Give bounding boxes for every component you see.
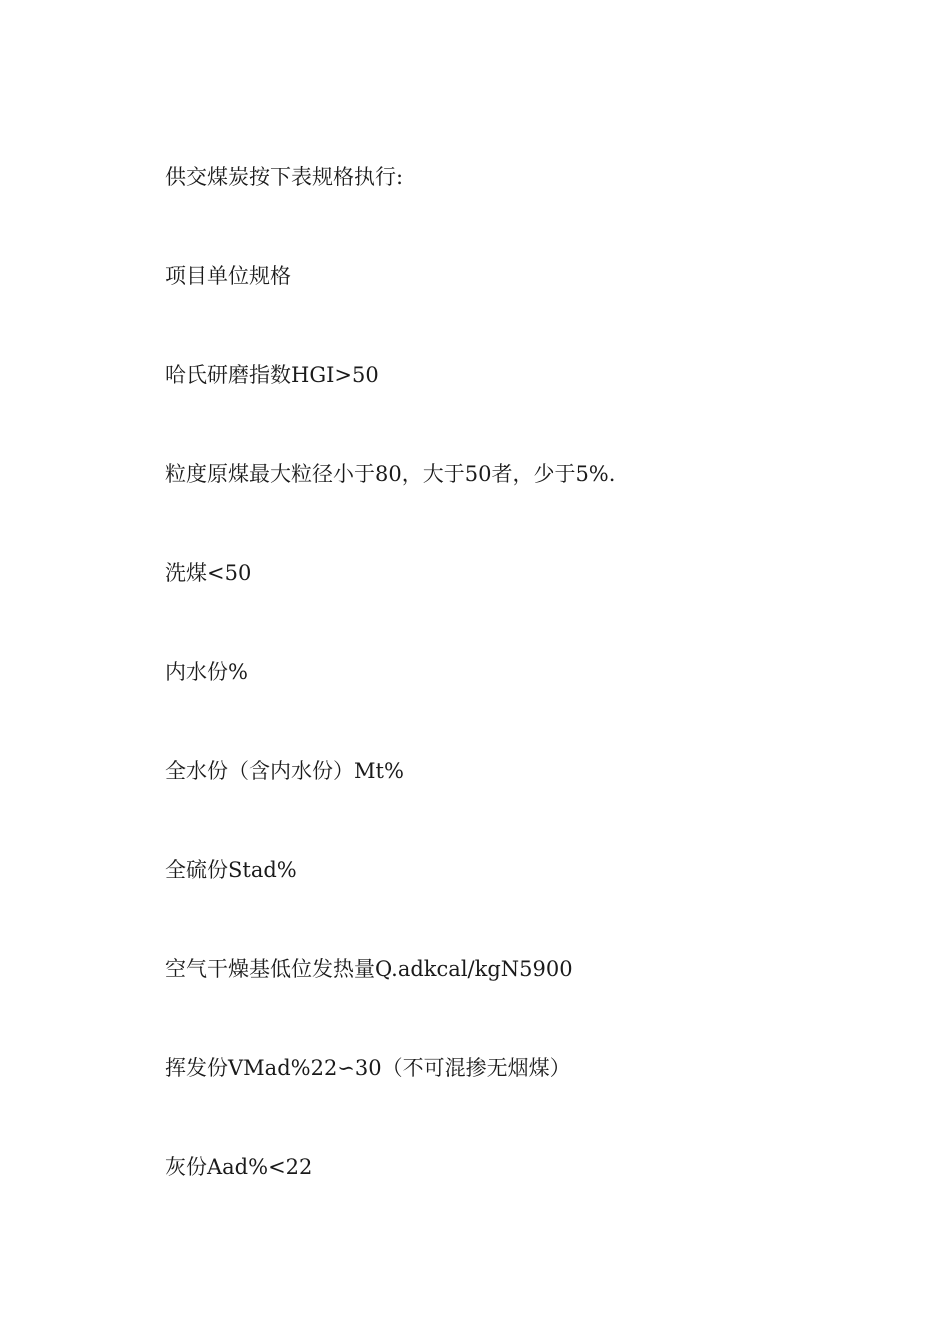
spec-line-washed-coal: 洗煤<50 bbox=[165, 561, 252, 585]
spec-line-inherent-moisture: 内水份% bbox=[165, 660, 248, 684]
spec-line-ash: 灰份Aad%<22 bbox=[165, 1155, 313, 1179]
spec-line-calorific-value: 空气干燥基低位发热量Q.adkcal/kgN5900 bbox=[165, 957, 573, 981]
intro-line: 供交煤炭按下表规格执行: bbox=[165, 165, 404, 189]
spec-line-granularity: 粒度原煤最大粒径小于80，大于50者，少于5%. bbox=[165, 462, 616, 486]
spec-line-volatile-matter: 挥发份VMad%22∽30（不可混掺无烟煤） bbox=[165, 1056, 571, 1080]
spec-line-hgi: 哈氏研磨指数HGI>50 bbox=[165, 363, 379, 387]
spec-line-total-moisture: 全水份（含内水份）Mt% bbox=[165, 759, 404, 783]
table-header-line: 项目单位规格 bbox=[165, 264, 291, 288]
spec-line-total-sulfur: 全硫份Stad% bbox=[165, 858, 297, 882]
